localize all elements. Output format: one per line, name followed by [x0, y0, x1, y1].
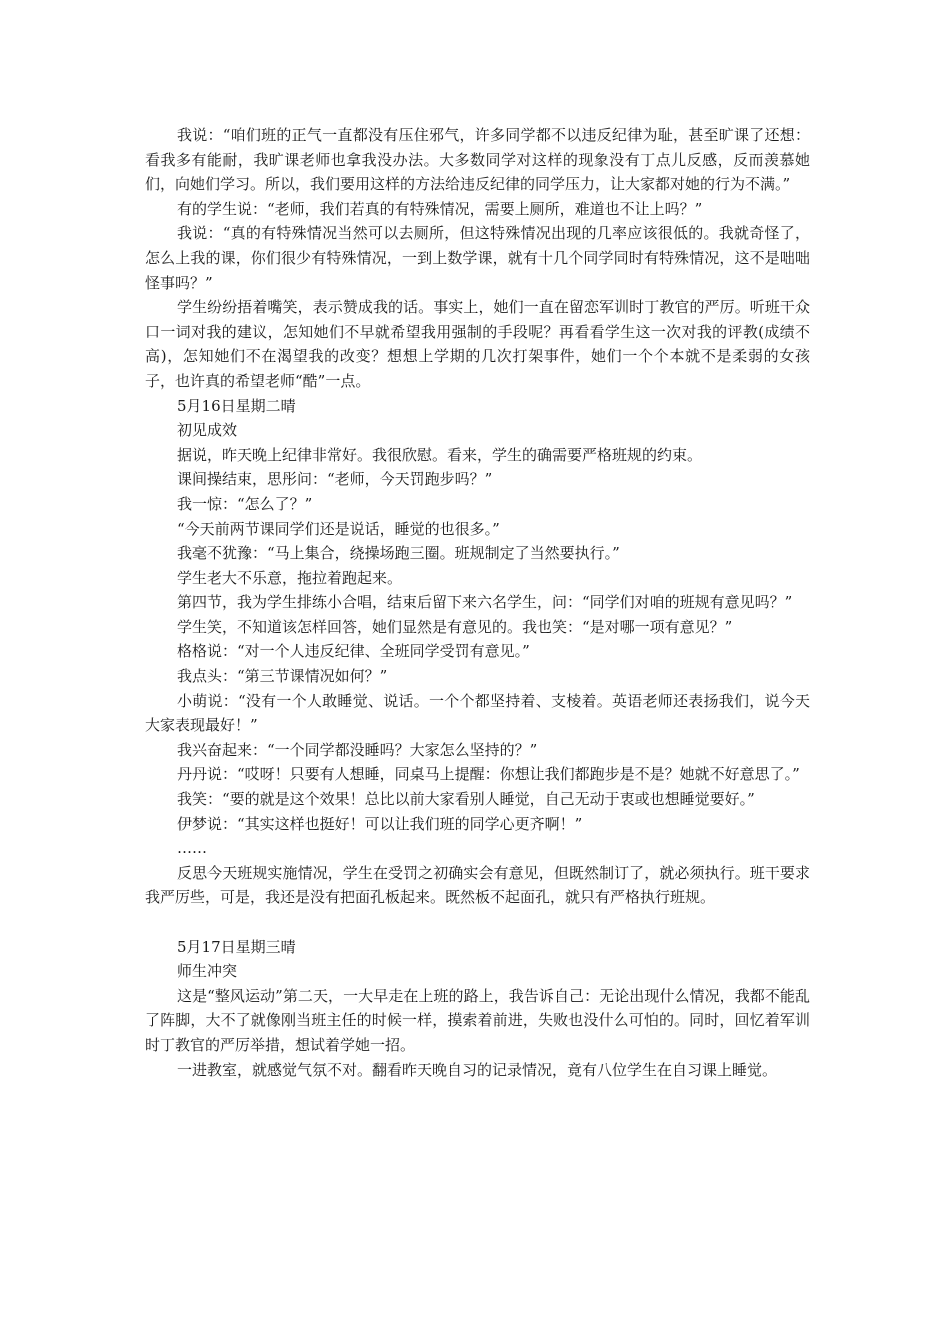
section-title: 师生冲突	[177, 962, 238, 981]
paragraph: 伊梦说：“其实这样也挺好！可以让我们班的同学心更齐啊！”	[177, 814, 583, 833]
paragraph: 小萌说：“没有一个人敢睡觉、说话。一个个都坚持着、支棱着。英语老师还表扬我们，说今天大家表现最好！”	[145, 691, 810, 735]
paragraph: 学生笑，不知道该怎样回答，她们显然是有意见的。我也笑：“是对哪一项有意见？”	[177, 617, 733, 636]
ellipsis-line: ……	[177, 839, 207, 858]
section-title: 初见成效	[177, 421, 238, 440]
paragraph: 课间操结束，思彤问：“老师，今天罚跑步吗？”	[177, 470, 493, 489]
paragraph: 我点头：“第三节课情况如何？”	[177, 667, 388, 686]
paragraph: “今天前两节课同学们还是说话，睡觉的也很多。”	[177, 519, 500, 538]
document-page	[145, 123, 810, 1082]
paragraph: 我毫不犹豫：“马上集合，绕操场跑三圈。班规制定了当然要执行。”	[177, 544, 620, 563]
paragraph: 有的学生说：“老师，我们若真的有特殊情况，需要上厕所，难道也不让上吗？”	[177, 199, 703, 218]
paragraph: 第四节，我为学生排练小合唱，结束后留下来六名学生，问：“同学们对咱的班规有意见吗？”	[177, 593, 793, 612]
paragraph: 一进教室，就感觉气氛不对。翻看昨天晚自习的记录情况，竟有八位学生在自习课上睡觉。	[177, 1060, 778, 1079]
paragraph: 格格说：“对一个人违反纪律、全班同学受罚有意见。”	[177, 642, 530, 661]
date-heading: 5月16日星期二晴	[177, 396, 296, 415]
paragraph: 丹丹说：“哎呀！只要有人想睡，同桌马上提醒：你想让我们都跑步是不是？她就不好意思了。”	[177, 765, 800, 784]
paragraph: 我笑：“要的就是这个效果！总比以前大家看别人睡觉，自己无动于衷或也想睡觉要好。”	[177, 790, 755, 809]
paragraph: 这是“整风运动”第二天，一大早走在上班的路上，我告诉自己：无论出现什么情况，我都不能乱了阵脚，大不了就像刚当班主任的时候一样，摸索着前进，失败也没什么可怕的。同时，回忆着军训时丁教官的严厉举措，想试着学她一招。	[145, 986, 810, 1054]
paragraph: 我一惊：“怎么了？”	[177, 494, 313, 513]
paragraph: 我说：“咱们班的正气一直都没有压住邪气，许多同学都不以违反纪律为耻，甚至旷课了还想：看我多有能耐，我旷课老师也拿我没办法。大多数同学对这样的现象没有丁点儿反感，反而羡慕她们，向她们学习。所以，我们要用这样的方法给违反纪律的同学压力，让大家都对她的行为不满。”	[145, 126, 810, 194]
paragraph: 反思今天班规实施情况，学生在受罚之初确实会有意见，但既然制订了，就必须执行。班干要求我严厉些，可是，我还是没有把面孔板起来。既然板不起面孔，就只有严格执行班规。	[145, 863, 810, 907]
date-heading: 5月17日星期三晴	[177, 937, 296, 956]
paragraph: 我说：“真的有特殊情况当然可以去厕所，但这特殊情况出现的几率应该很低的。我就奇怪了，怎么上我的课，你们很少有特殊情况，一到上数学课，就有十几个同学同时有特殊情况，这不是咄咄怪事吗？”	[145, 224, 810, 292]
paragraph: 据说，昨天晚上纪律非常好。我很欣慰。看来，学生的确需要严格班规的约束。	[177, 445, 703, 464]
paragraph: 我兴奋起来：“一个同学都没睡吗？大家怎么坚持的？”	[177, 740, 538, 759]
paragraph: 学生老大不乐意，拖拉着跑起来。	[177, 568, 403, 587]
paragraph: 学生纷纷捂着嘴笑，表示赞成我的话。事实上，她们一直在留恋军训时丁教官的严厉。听班干众口一词对我的建议，怎知她们不早就希望我用强制的手段呢？再看看学生这一次对我的评教(成绩不高)，怎知她们不在渴望我的改变？想想上学期的几次打架事件，她们一个个本就不是柔弱的女孩子，也许真的希望老师“酷”一点。	[145, 298, 810, 390]
blank-line	[145, 910, 810, 935]
